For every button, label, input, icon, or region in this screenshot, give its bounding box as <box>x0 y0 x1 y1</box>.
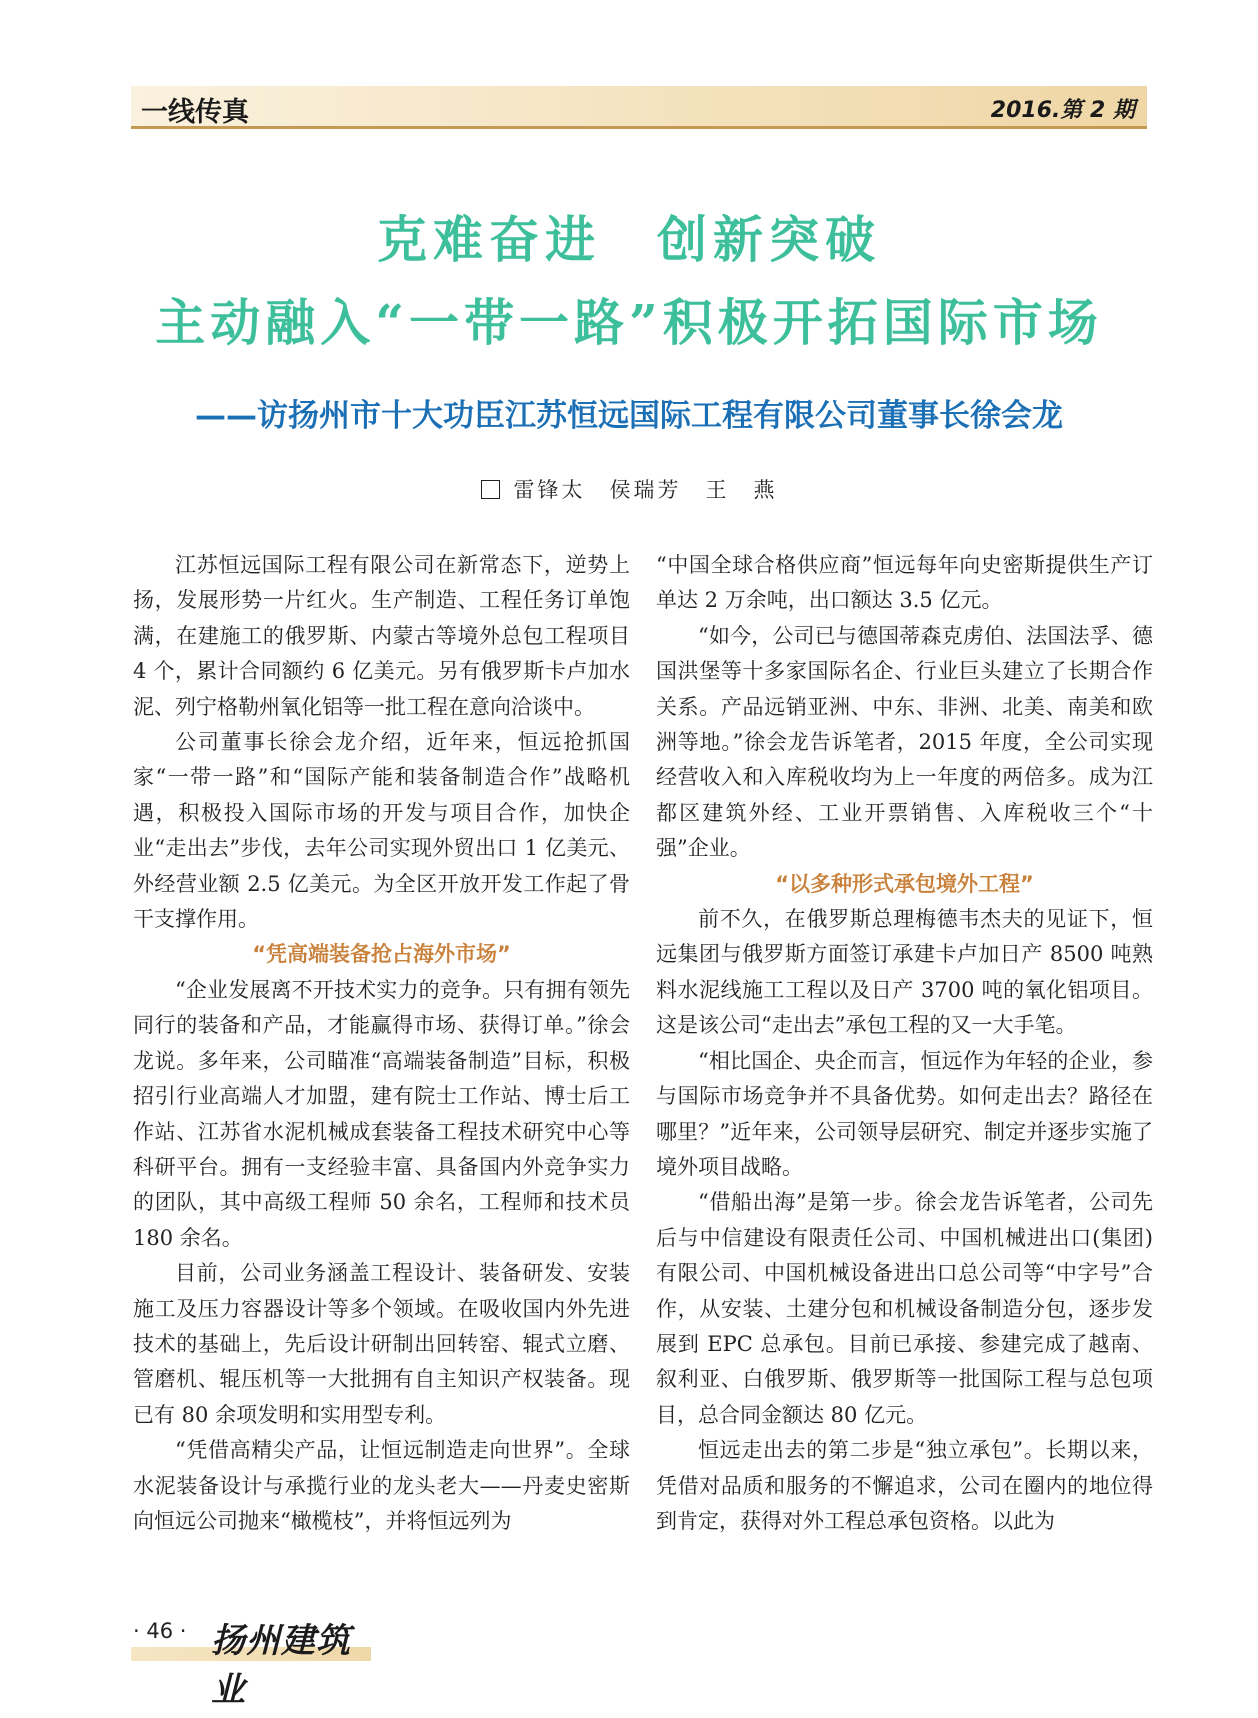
paragraph: 江苏恒远国际工程有限公司在新常态下，逆势上扬，发展形势一片红火。生产制造、工程任务订单饱满，在建施工的俄罗斯、内蒙古等境外总包工程项目 4 个，累计合同额约 6 亿美元。另有俄罗斯卡卢加水泥、列宁格勒州氧化铝等一批工程在意向洽谈中。 <box>133 553 630 719</box>
left-column <box>133 548 630 1539</box>
paragraph: “中国全球合格供应商”恒远每年向史密斯提供生产订单达 2 万余吨，出口额达 3.5 亿元。 <box>656 553 1153 613</box>
paragraph: 公司董事长徐会龙介绍，近年来，恒远抢抓国家“一带一路”和“国际产能和装备制造合作”战略机遇，积极投入国际市场的开发与项目合作，加快企业“走出去”步伐，去年公司实现外贸出口 1 亿美元、外经营业额 2.5 亿美元。为全区开放开发工作起了骨干支撑作用。 <box>133 730 630 932</box>
page-number: · 46 · <box>133 1619 187 1643</box>
section-name: 一线传真 <box>141 97 249 128</box>
article-subtitle: ——访扬州市十大功臣江苏恒远国际工程有限公司董事长徐会龙 <box>195 398 1063 434</box>
right-column <box>656 548 1153 1539</box>
article-title-line2: 主动融入“一带一路”积极开拓国际市场 <box>155 293 1103 352</box>
header-rule <box>131 126 1147 129</box>
section-heading: “以多种形式承包境外工程” <box>775 871 1034 896</box>
byline-box-icon <box>481 480 500 499</box>
paragraph: “企业发展离不开技术实力的竞争。只有拥有领先同行的装备和产品，才能赢得市场、获得订单。”徐会龙说。多年来，公司瞄准“高端装备制造”目标，积极招引行业高端人才加盟，建有院士工作站、博士后工作站、江苏省水泥机械成套装备工程技术研究中心等科研平台。拥有一支经验丰富、具备国内外竞争实力的团队，其中高级工程师 50 余名，工程师和技术员 180 余名。 <box>133 977 630 1250</box>
article-title-line1 <box>0 200 1258 272</box>
byline <box>0 474 1258 504</box>
section-heading: “凭高端装备抢占海外市场” <box>252 942 511 967</box>
paragraph: “凭借高精尖产品，让恒远制造走向世界”。全球水泥装备设计与承揽行业的龙头老大——丹麦史密斯向恒远公司抛来“橄榄枝”，并将恒远列为 <box>133 1438 630 1533</box>
title-phrase-2: 创新突破 <box>657 210 881 269</box>
magazine-logo: 扬州建筑业 <box>211 1621 351 1710</box>
paragraph: 恒远走出去的第二步是“独立承包”。长期以来，凭借对品质和服务的不懈追求，公司在圈内的地位得到肯定，获得对外工程总承包资格。以此为 <box>656 1438 1153 1533</box>
running-header <box>131 86 1147 130</box>
issue-number: 2016.第 2 期 <box>990 98 1135 123</box>
byline-authors: 雷锋太 侯瑞芳 王 燕 <box>513 478 778 502</box>
paragraph: “相比国企、央企而言，恒远作为年轻的企业，参与国际市场竞争并不具备优势。如何走出去？路径在哪里？”近年来，公司领导层研究、制定并逐步实施了境外项目战略。 <box>656 1048 1153 1179</box>
paragraph: “借船出海”是第一步。徐会龙告诉笔者，公司先后与中信建设有限责任公司、中国机械进出口(集团)有限公司、中国机械设备进出口总公司等“中字号”合作，从安装、土建分包和机械设备制造分包，逐步发展到 EPC 总承包。目前已承接、参建完成了越南、叙利亚、白俄罗斯、俄罗斯等一批国际工程与总包项目，总合同金额达 80 亿元。 <box>656 1190 1153 1427</box>
paragraph: 前不久，在俄罗斯总理梅德韦杰夫的见证下，恒远集团与俄罗斯方面签订承建卡卢加日产 8500 吨熟料水泥线施工工程以及日产 3700 吨的氧化铝项目。这是该公司“走出去”承包工程的又一大手笔。 <box>656 907 1153 1038</box>
page-footer <box>131 1617 371 1710</box>
paragraph: 目前，公司业务涵盖工程设计、装备研发、安装施工及压力容器设计等多个领域。在吸收国内外先进技术的基础上，先后设计研制出回转窑、辊式立磨、管磨机、辊压机等一大批拥有自主知识产权装备。现已有 80 余项发明和实用型专利。 <box>133 1261 630 1427</box>
title-phrase-1: 克难奋进 <box>377 210 601 269</box>
paragraph: “如今，公司已与德国蒂森克虏伯、法国法孚、德国洪堡等十多家国际名企、行业巨头建立了长期合作关系。产品远销亚洲、中东、非洲、北美、南美和欧洲等地。”徐会龙告诉笔者，2015 年度，全公司实现经营收入和入库税收均为上一年度的两倍多。成为江都区建筑外经、工业开票销售、入库税收三个“十强”企业。 <box>656 623 1153 861</box>
